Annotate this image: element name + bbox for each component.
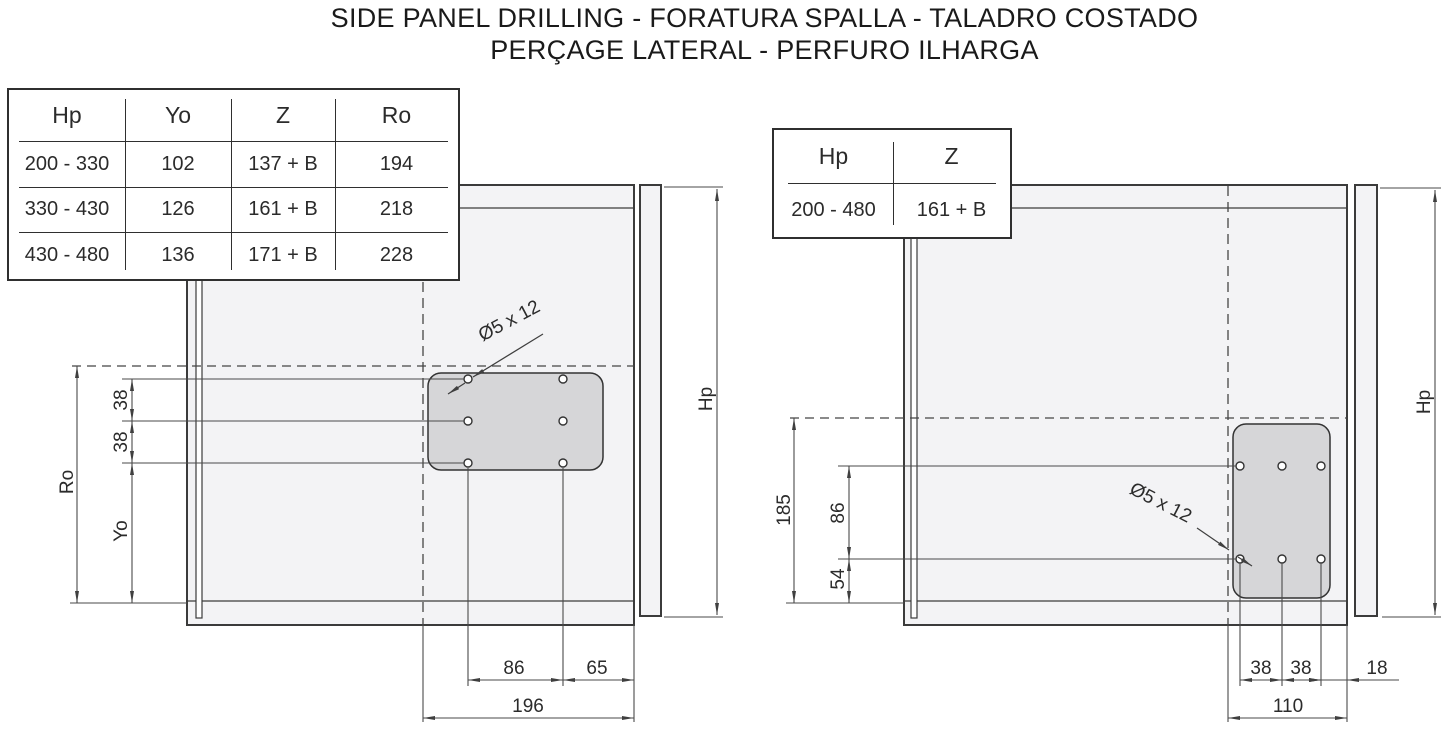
table-cell-yo: 136 [161,244,195,266]
dimension-label-hp: Hp [1414,389,1435,415]
table-cell-hp-range: 430 - 480 [24,244,110,266]
table-cell-ro: 218 [379,198,414,220]
dimension-label-65: 65 [586,658,608,679]
dimension-label-196: 196 [512,696,544,717]
dimension-label-hp: Hp [696,386,717,412]
drill-hole [464,375,472,383]
dimension-label-38b: 38 [1290,658,1312,679]
right-drawing [774,185,1441,722]
drill-hole [1236,462,1244,470]
table-cell-yo: 102 [161,152,195,175]
drill-hole [1317,462,1325,470]
table-column-divider [231,99,232,270]
table-cell-z: 171 + B [248,244,318,266]
dimension-label-38a: 38 [1250,658,1272,679]
column-header-z: Z [275,102,291,128]
drill-hole [1317,555,1325,563]
column-header-hp: Hp [818,143,849,169]
table-cell-z: 161 + B [916,198,987,221]
dimension-label-38b: 38 [111,431,132,453]
dimension-label-yo: Yo [111,520,132,542]
table-row-divider [19,141,448,142]
dimension-label-54: 54 [828,568,849,590]
dimension-label-86: 86 [503,658,525,679]
dimension-label-86: 86 [828,502,849,524]
table-cell-hp-range: 200 - 330 [24,152,110,175]
dimension-label-110: 110 [1272,696,1304,717]
column-header-hp: Hp [52,102,82,128]
table-cell-yo: 126 [161,198,195,220]
left-dimension-table [7,88,460,281]
table-column-divider [125,99,126,270]
dimension-label-38a: 38 [111,389,132,411]
table-cell-z: 161 + B [248,198,318,220]
column-header-yo: Yo [164,102,192,128]
drill-hole [1278,555,1286,563]
table-cell-ro: 194 [379,152,414,175]
dimension-label-185: 185 [774,494,795,526]
right-front-edge-strip [911,208,917,618]
table-column-divider [335,99,336,270]
table-cell-hp-range: 330 - 430 [24,198,110,220]
hole-spec-label: Ø5 x 12 [1126,478,1195,528]
table-row-divider [19,232,448,233]
drill-hole [559,375,567,383]
hole-spec-label: Ø5 x 12 [475,296,544,347]
left-side-panel-edge-view [640,185,661,616]
drill-hole [1236,555,1244,563]
dimension-label-18: 18 [1366,658,1388,679]
table-cell-hp-range: 200 - 480 [791,198,876,221]
right-dimension-table [772,128,1012,239]
column-header-ro: Ro [381,102,412,128]
table-cell-z: 137 + B [248,152,318,175]
table-cell-ro: 228 [379,244,414,266]
drill-hole [559,459,567,467]
drill-hole [464,459,472,467]
drill-hole [559,417,567,425]
drawing-title-line2: PERÇAGE LATERAL - PERFURO ILHARGA [490,35,1039,65]
dimension-label-ro: Ro [57,469,78,495]
right-side-panel-edge-view [1355,185,1377,616]
table-row-divider [19,187,448,188]
drill-hole [1278,462,1286,470]
drawing-title-line1: SIDE PANEL DRILLING - FORATURA SPALLA - TALADRO COSTADO [330,3,1199,33]
drill-hole [464,417,472,425]
column-header-z: Z [944,143,959,169]
table-row-divider [788,183,996,184]
drawing-title [0,2,1445,66]
